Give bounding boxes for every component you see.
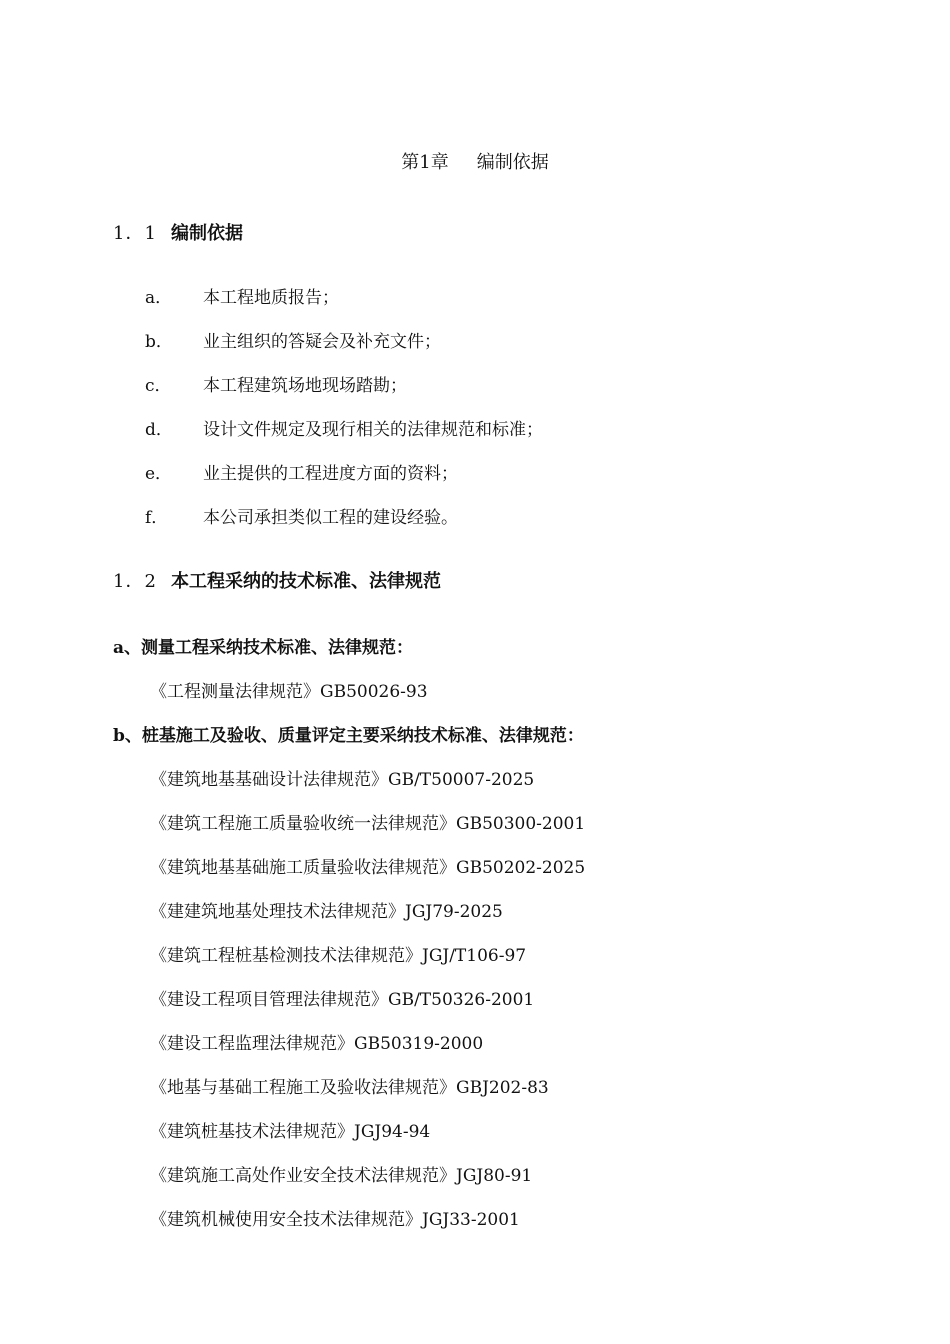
section-1-heading bbox=[113, 221, 243, 247]
standard-item: 《建筑工程桩基检测技术法律规范》JGJ/T106-97 bbox=[150, 946, 527, 966]
standard-item: 《地基与基础工程施工及验收法律规范》GBJ202-83 bbox=[150, 1078, 549, 1098]
section-1-number: 1．1 bbox=[113, 223, 157, 244]
list-marker: a． bbox=[145, 288, 173, 308]
group-a-list bbox=[150, 679, 428, 723]
list-item bbox=[145, 329, 543, 373]
standard-item: 《建筑工程施工质量验收统一法律规范》GB50300-2001 bbox=[150, 814, 586, 834]
list-item bbox=[145, 461, 543, 505]
chapter-title bbox=[0, 150, 950, 176]
list-text: 业主提供的工程进度方面的资料； bbox=[203, 464, 458, 484]
standard-item: 《建筑机械使用安全技术法律规范》JGJ33-2001 bbox=[150, 1210, 520, 1230]
list-item bbox=[145, 373, 543, 417]
standard-item: 《建筑桩基技术法律规范》JGJ94-94 bbox=[150, 1122, 431, 1142]
list-marker: b． bbox=[145, 332, 173, 352]
list-text: 本工程地质报告； bbox=[203, 288, 339, 308]
standard-item: 《建筑地基基础施工质量验收法律规范》GB50202-2025 bbox=[150, 858, 586, 878]
list-text: 本公司承担类似工程的建设经验。 bbox=[203, 508, 458, 528]
standard-item: 《建建筑地基处理技术法律规范》JGJ79-2025 bbox=[150, 902, 503, 922]
standard-item: 《建设工程监理法律规范》GB50319-2000 bbox=[150, 1034, 484, 1054]
list-text: 设计文件规定及现行相关的法律规范和标准； bbox=[203, 420, 543, 440]
list-text: 本工程建筑场地现场踏勘； bbox=[203, 376, 407, 396]
list-marker: f． bbox=[145, 508, 169, 528]
section-2-title: 本工程采纳的技术标准、法律规范 bbox=[171, 571, 441, 592]
list-marker: d． bbox=[145, 420, 173, 440]
standard-item: 《工程测量法律规范》GB50026-93 bbox=[150, 682, 428, 702]
group-b-title: b、桩基施工及验收、质量评定主要采纳技术标准、法律规范： bbox=[113, 726, 584, 746]
basis-list bbox=[145, 285, 543, 549]
list-marker: c． bbox=[145, 376, 172, 396]
standard-item: 《建设工程项目管理法律规范》GB/T50326-2001 bbox=[150, 990, 535, 1010]
section-1-title: 编制依据 bbox=[171, 223, 243, 244]
list-marker: e． bbox=[145, 464, 173, 484]
standard-item: 《建筑施工高处作业安全技术法律规范》JGJ80-91 bbox=[150, 1166, 533, 1186]
list-item bbox=[145, 285, 543, 329]
chapter-number: 第1章 bbox=[401, 152, 449, 173]
section-2-heading bbox=[113, 569, 441, 595]
standard-item: 《建筑地基基础设计法律规范》GB/T50007-2025 bbox=[150, 770, 535, 790]
list-item bbox=[145, 417, 543, 461]
list-item bbox=[145, 505, 543, 549]
chapter-name: 编制依据 bbox=[476, 152, 549, 173]
list-text: 业主组织的答疑会及补充文件； bbox=[203, 332, 441, 352]
section-2-number: 1．2 bbox=[113, 571, 157, 592]
group-a-title: a、测量工程采纳技术标准、法律规范： bbox=[113, 638, 414, 658]
group-b-list bbox=[150, 767, 585, 1251]
